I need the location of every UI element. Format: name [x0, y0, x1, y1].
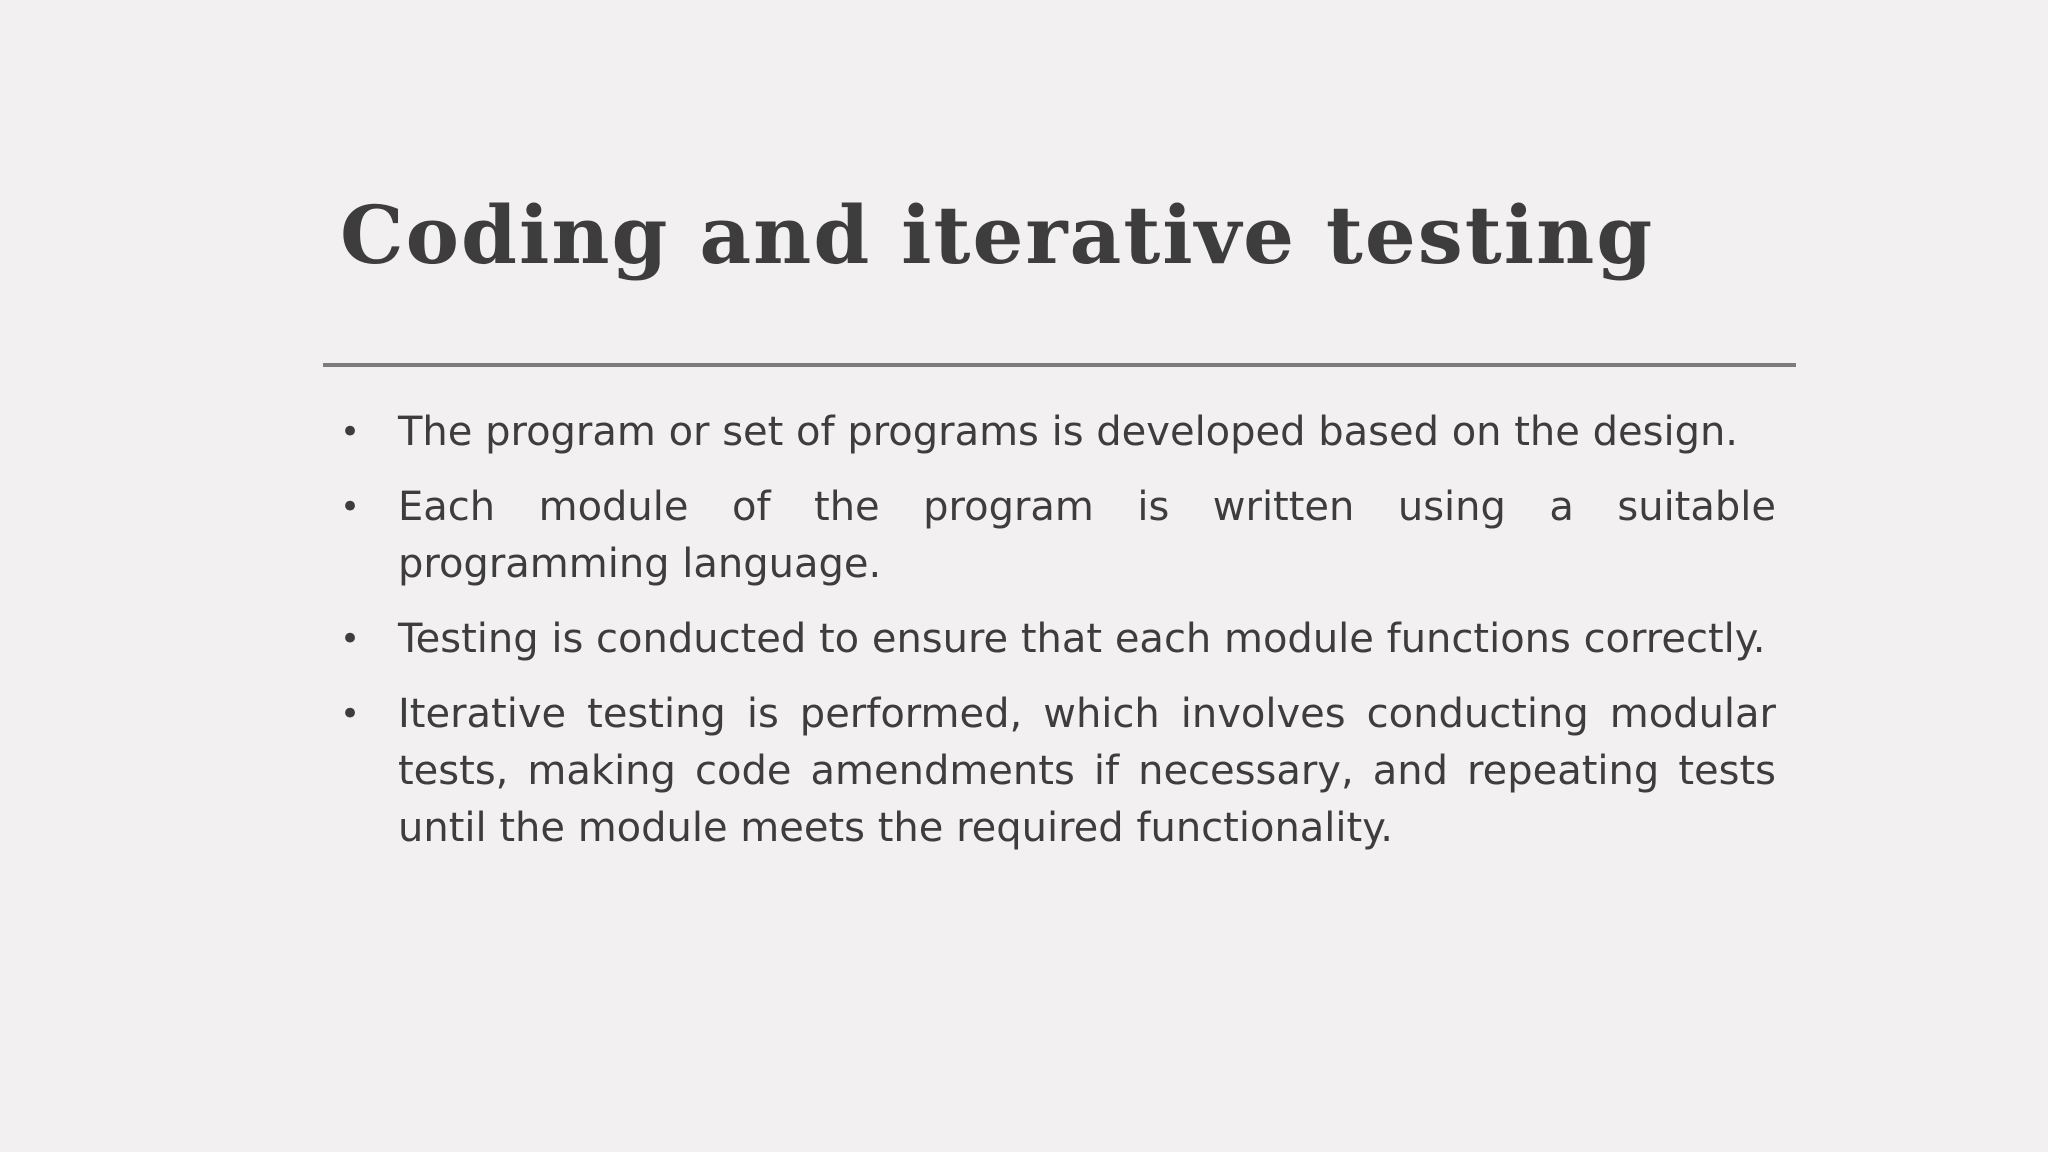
slide-title: Coding and iterative testing	[340, 188, 1655, 282]
bullet-item	[340, 686, 1776, 857]
bullet-item	[340, 611, 1776, 668]
bullet-list	[340, 404, 1776, 875]
bullet-icon: •	[340, 487, 361, 527]
bullet-icon: •	[340, 619, 361, 659]
bullet-icon: •	[340, 694, 361, 734]
bullet-item	[340, 404, 1776, 461]
bullet-text: Each module of the program is written using a suitable programming language.	[398, 484, 1776, 587]
bullet-text: Iterative testing is performed, which involves conducting modular tests, making code amendments if necessary, and repeating tests until the module meets the required functionality.	[398, 691, 1776, 851]
bullet-icon: •	[340, 412, 361, 452]
bullet-text: Testing is conducted to ensure that each module functions correctly.	[398, 616, 1766, 662]
bullet-text: The program or set of programs is developed based on the design.	[398, 409, 1739, 455]
bullet-item	[340, 479, 1776, 593]
title-divider	[323, 363, 1796, 367]
